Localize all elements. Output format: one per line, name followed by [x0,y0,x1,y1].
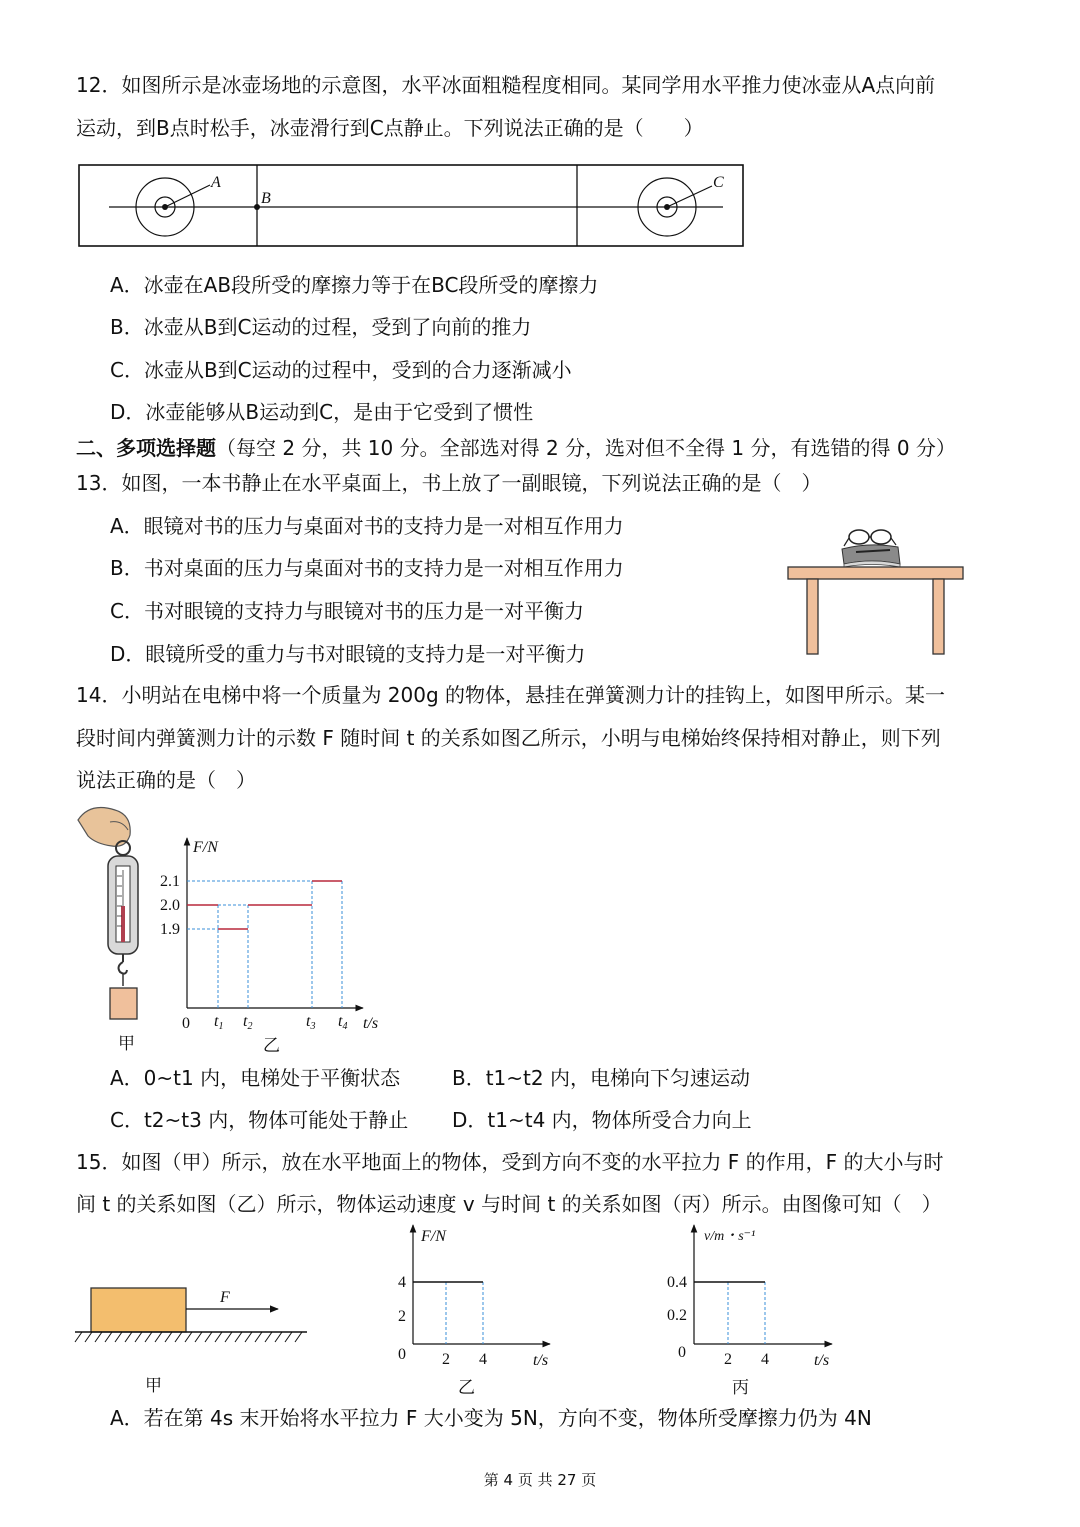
y-tick-1.9: 1.9 [160,921,180,938]
q14-figure-yi-caption: 乙 [263,1036,280,1056]
origin-label: 0 [678,1344,686,1361]
q15-stem-line1: 15．如图（甲）所示，放在水平地面上的物体，受到方向不变的水平拉力 F 的作用，F 的大小与时 [76,1150,944,1174]
q14-option-b: B．t1~t2 内，电梯向下匀速运动 [452,1066,750,1090]
y-axis-label: F/N [193,839,218,856]
q14-figure-jia-caption: 甲 [118,1034,135,1054]
q12-option-d: D．冰壶能够从B运动到C，是由于它受到了惯性 [110,400,534,424]
q15-stem-line2: 间 t 的关系如图（乙）所示，物体运动速度 v 与时间 t 的关系如图（丙）所示。由图像可知（ ） [76,1192,942,1216]
q14-option-a: A．0~t1 内，电梯处于平衡状态 [110,1066,401,1090]
x-tick-t3: t3 [306,1013,316,1032]
q15-option-a: A．若在第 4s 末开始将水平拉力 F 大小变为 5N，方向不变，物体所受摩擦力仍为 4N [110,1406,872,1430]
q15-figure-bing-caption: 丙 [732,1378,749,1398]
x-tick-t4: t4 [338,1013,348,1032]
x-tick-2: 2 [724,1351,732,1368]
q12-option-b: B．冰壶从B到C运动的过程，受到了向前的推力 [110,315,532,339]
force-time-chart-yi [380,1220,570,1370]
x-tick-4: 4 [479,1351,487,1368]
velocity-time-chart-bing [660,1220,850,1370]
x-axis-label: t/s [533,1352,549,1369]
q13-option-b: B．书对桌面的压力与桌面对书的支持力是一对相互作用力 [110,556,624,580]
x-tick-t2: t2 [243,1013,253,1032]
q13-option-d: D．眼镜所受的重力与书对眼镜的支持力是一对平衡力 [110,642,586,666]
q13-option-c: C．书对眼镜的支持力与眼镜对书的压力是一对平衡力 [110,599,584,623]
y-tick-2.0: 2.0 [160,897,180,914]
origin-label: 0 [398,1346,406,1363]
q12-stem-line1: 12．如图所示是冰壶场地的示意图，水平冰面粗糙程度相同。某同学用水平推力使冰壶从A点向前 [76,73,936,97]
q12-option-c: C．冰壶从B到C运动的过程中，受到的合力逐渐减小 [110,358,572,382]
q14-stem-line2: 段时间内弹簧测力计的示数 F 随时间 t 的关系如图乙所示，小明与电梯始终保持相对静止，则下列 [76,726,941,750]
q12-stem-line2: 运动，到B点时松手，冰壶滑行到C点静止。下列说法正确的是（ ） [76,116,704,140]
force-time-chart [150,830,390,1035]
point-b-label: B [261,190,271,207]
spring-scale-figure [70,800,160,1030]
y-tick-2.1: 2.1 [160,873,180,890]
curling-rink-diagram [0,0,1080,260]
y-tick-0.2: 0.2 [667,1307,687,1324]
q14-option-d: D．t1~t4 内，物体所受合力向上 [452,1108,752,1132]
origin-label: 0 [182,1015,190,1032]
section2-heading [76,434,956,462]
q15-figure-yi-caption: 乙 [458,1378,475,1398]
q13-option-a: A．眼镜对书的压力与桌面对书的支持力是一对相互作用力 [110,514,624,538]
x-tick-2: 2 [442,1351,450,1368]
q14-stem-line1: 14．小明站在电梯中将一个质量为 200g 的物体，悬挂在弹簧测力计的挂钩上，如图甲所示。某一 [76,683,946,707]
y-tick-2: 2 [398,1308,406,1325]
q14-option-c: C．t2~t3 内，物体可能处于静止 [110,1108,409,1132]
y-axis-label: F/N [421,1228,446,1245]
section2-note: （每空 2 分，共 10 分。全部选对得 2 分，选对但不全得 1 分，有选错的得 0 分） [216,436,956,460]
y-tick-0.4: 0.4 [667,1274,687,1291]
table-book-glasses-figure [780,520,970,660]
x-axis-label: t/s [814,1352,830,1369]
force-f-label: F [220,1289,230,1306]
point-a-label: A [211,174,221,191]
section2-title: 二、多项选择题 [76,436,216,460]
y-axis-label: v/m・s⁻¹ [704,1229,756,1244]
y-tick-4: 4 [398,1274,406,1291]
x-tick-4: 4 [761,1351,769,1368]
q15-figure-jia-caption: 甲 [145,1376,162,1396]
block-on-ground-figure [70,1280,320,1350]
page-footer: 第 4 页 共 27 页 [483,1471,597,1489]
q13-stem: 13．如图，一本书静止在水平桌面上，书上放了一副眼镜，下列说法正确的是（ ） [76,471,822,495]
q14-stem-line3: 说法正确的是（ ） [76,768,256,792]
x-axis-label: t/s [363,1015,379,1032]
q12-option-a: A．冰壶在AB段所受的摩擦力等于在BC段所受的摩擦力 [110,273,599,297]
point-c-label: C [713,174,724,191]
x-tick-t1: t1 [214,1013,224,1032]
